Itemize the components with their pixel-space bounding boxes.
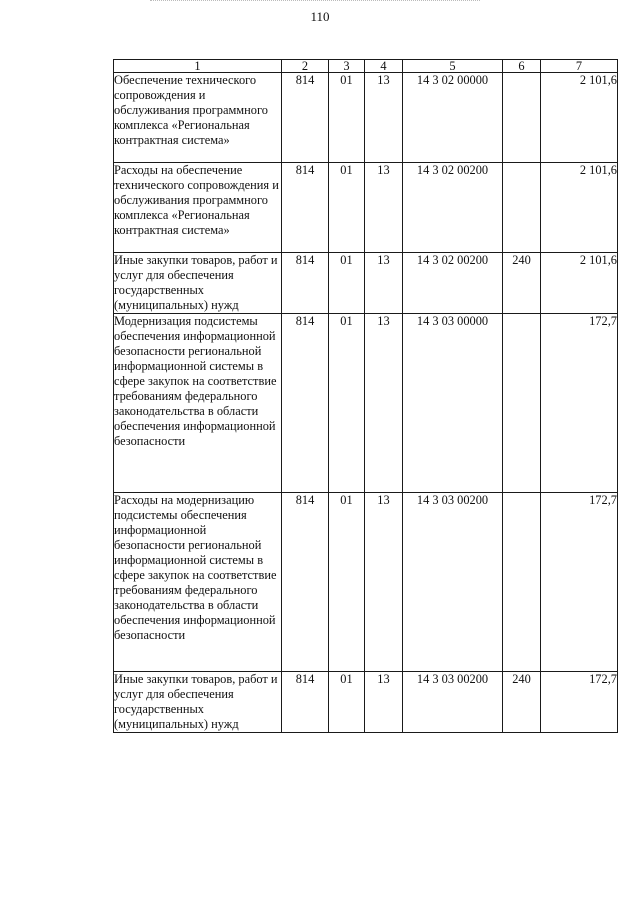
section-code-cell: 01 xyxy=(329,163,365,253)
section-code-cell: 01 xyxy=(329,493,365,672)
target-article-cell: 14 3 03 00200 xyxy=(403,672,503,733)
subsection-code-cell: 13 xyxy=(365,314,403,493)
expense-type-cell xyxy=(503,493,541,672)
target-article-cell: 14 3 03 00200 xyxy=(403,493,503,672)
column-header-2: 2 xyxy=(282,60,329,73)
table-row xyxy=(114,314,618,493)
table-header-row xyxy=(114,60,618,73)
subsection-code-cell: 13 xyxy=(365,73,403,163)
subsection-code-cell: 13 xyxy=(365,163,403,253)
table-row xyxy=(114,672,618,733)
subsection-code-cell: 13 xyxy=(365,253,403,314)
budget-table xyxy=(113,59,618,733)
table-row xyxy=(114,73,618,163)
ministry-code-cell: 814 xyxy=(282,163,329,253)
expense-name-cell: Расходы на обеспечение технического сопровождения и обслуживания программного комплекса «Региональная контрактная система» xyxy=(114,163,282,253)
target-article-cell: 14 3 02 00200 xyxy=(403,163,503,253)
expense-name-cell: Расходы на модернизацию подсистемы обеспечения информационной безопасности региональной информационной системы в сфере закупок на соответствие требованиям федерального законодательства в области обеспечения информационной безопасности xyxy=(114,493,282,672)
amount-cell: 172,7 xyxy=(541,672,618,733)
table-row xyxy=(114,253,618,314)
subsection-code-cell: 13 xyxy=(365,493,403,672)
target-article-cell: 14 3 02 00000 xyxy=(403,73,503,163)
column-header-4: 4 xyxy=(365,60,403,73)
page-number: 110 xyxy=(310,9,330,24)
amount-cell: 2 101,6 xyxy=(541,73,618,163)
ministry-code-cell: 814 xyxy=(282,314,329,493)
ministry-code-cell: 814 xyxy=(282,672,329,733)
section-code-cell: 01 xyxy=(329,672,365,733)
section-code-cell: 01 xyxy=(329,73,365,163)
ministry-code-cell: 814 xyxy=(282,493,329,672)
scan-edge-line xyxy=(150,0,480,2)
expense-type-cell xyxy=(503,73,541,163)
ministry-code-cell: 814 xyxy=(282,253,329,314)
expense-name-cell: Обеспечение технического сопровождения и обслуживания программного комплекса «Региональная контрактная система» xyxy=(114,73,282,163)
amount-cell: 2 101,6 xyxy=(541,253,618,314)
amount-cell: 2 101,6 xyxy=(541,163,618,253)
expense-type-cell: 240 xyxy=(503,672,541,733)
expense-type-cell xyxy=(503,163,541,253)
table-row xyxy=(114,493,618,672)
target-article-cell: 14 3 03 00000 xyxy=(403,314,503,493)
column-header-6: 6 xyxy=(503,60,541,73)
column-header-3: 3 xyxy=(329,60,365,73)
expense-name-cell: Иные закупки товаров, работ и услуг для обеспечения государственных (муниципальных) нужд xyxy=(114,672,282,733)
ministry-code-cell: 814 xyxy=(282,73,329,163)
target-article-cell: 14 3 02 00200 xyxy=(403,253,503,314)
amount-cell: 172,7 xyxy=(541,493,618,672)
expense-type-cell: 240 xyxy=(503,253,541,314)
expense-name-cell: Иные закупки товаров, работ и услуг для обеспечения государственных (муниципальных) нужд xyxy=(114,253,282,314)
column-header-5: 5 xyxy=(403,60,503,73)
amount-cell: 172,7 xyxy=(541,314,618,493)
section-code-cell: 01 xyxy=(329,314,365,493)
expense-type-cell xyxy=(503,314,541,493)
section-code-cell: 01 xyxy=(329,253,365,314)
expense-name-cell: Модернизация подсистемы обеспечения информационной безопасности региональной информационной системы в сфере закупок на соответствие требованиям федерального законодательства в области обеспечения информационной безопасности xyxy=(114,314,282,493)
column-header-7: 7 xyxy=(541,60,618,73)
column-header-1: 1 xyxy=(114,60,282,73)
subsection-code-cell: 13 xyxy=(365,672,403,733)
table-row xyxy=(114,163,618,253)
